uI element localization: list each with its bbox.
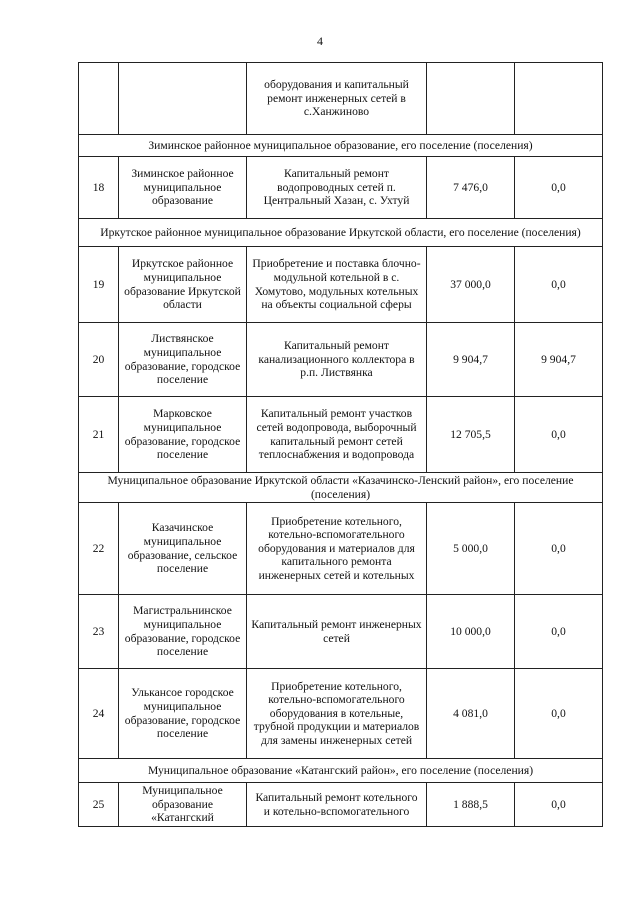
section-row: [79, 135, 603, 157]
municipality: Зиминское районное муниципальное образование: [119, 157, 247, 219]
work-description: Капитальный ремонт инженерных сетей: [247, 595, 427, 669]
row-number: 22: [79, 503, 119, 595]
municipality: Листвянское муниципальное образование, городское поселение: [119, 323, 247, 397]
section-heading: Муниципальное образование Иркутской области «Казачинско-Ленский район», его поселение (поселения): [79, 473, 603, 503]
municipality: Марковское муниципальное образование, городское поселение: [119, 397, 247, 473]
amount: 1 888,5: [427, 783, 515, 827]
work-description: Приобретение котельного, котельно-вспомогательного оборудования в котельные, трубной продукции и материалов для замены инженерных сетей: [247, 669, 427, 759]
table-row: [79, 323, 603, 397]
row-number: 20: [79, 323, 119, 397]
amount2-cell: [515, 63, 603, 135]
municipality: Магистральнинское муниципальное образование, городское поселение: [119, 595, 247, 669]
table-row: [79, 157, 603, 219]
amount-second: 0,0: [515, 397, 603, 473]
section-row: [79, 219, 603, 247]
row-number: 25: [79, 783, 119, 827]
table-row: [79, 503, 603, 595]
amount-second: 0,0: [515, 157, 603, 219]
municipality: Муниципальное образование «Катангский: [119, 783, 247, 827]
section-row: [79, 473, 603, 503]
amount-second: 0,0: [515, 247, 603, 323]
amount-second: 0,0: [515, 595, 603, 669]
section-heading: Иркутское районное муниципальное образование Иркутской области, его поселение (поселения): [79, 219, 603, 247]
work-description: Капитальный ремонт канализационного коллектора в р.п. Листвянка: [247, 323, 427, 397]
work-description: Капитальный ремонт участков сетей водопровода, выборочный капитальный ремонт сетей теплоснабжения и водопровода: [247, 397, 427, 473]
amount: 10 000,0: [427, 595, 515, 669]
amount-second: 0,0: [515, 783, 603, 827]
table-row: [79, 247, 603, 323]
amount: 7 476,0: [427, 157, 515, 219]
row-number: 19: [79, 247, 119, 323]
funding-table: [78, 62, 603, 827]
section-heading: Зиминское районное муниципальное образование, его поселение (поселения): [79, 135, 603, 157]
page-number: 4: [317, 34, 323, 48]
work-description: Капитальный ремонт котельного и котельно-вспомогательного: [247, 783, 427, 827]
table-row: [79, 63, 603, 135]
section-row: [79, 759, 603, 783]
row-number: 23: [79, 595, 119, 669]
work-description: Капитальный ремонт водопроводных сетей п. Центральный Хазан, с. Ухтуй: [247, 157, 427, 219]
municipality: Иркутское районное муниципальное образование Иркутской области: [119, 247, 247, 323]
table-row: [79, 595, 603, 669]
work-description: Приобретение и поставка блочно-модульной котельной в с. Хомутово, модульных котельных на объекты социальной сферы: [247, 247, 427, 323]
work-description-cell: [247, 63, 427, 135]
section-heading: Муниципальное образование «Катангский район», его поселение (поселения): [79, 759, 603, 783]
municipality: Улькансое городское муниципальное образование, городское поселение: [119, 669, 247, 759]
amount: 9 904,7: [427, 323, 515, 397]
row-number: 21: [79, 397, 119, 473]
amount-second: 0,0: [515, 669, 603, 759]
table-row: [79, 783, 603, 827]
row-number: 18: [79, 157, 119, 219]
amount: 37 000,0: [427, 247, 515, 323]
amount-cell: [427, 63, 515, 135]
amount-second: 0,0: [515, 503, 603, 595]
amount: 12 705,5: [427, 397, 515, 473]
table-row: [79, 397, 603, 473]
work-description: оборудования и капитальный ремонт инженерных сетей в с.Ханжиново: [264, 78, 409, 119]
row-number-cell: [79, 63, 119, 135]
table-row: [79, 669, 603, 759]
municipality: Казачинское муниципальное образование, сельское поселение: [119, 503, 247, 595]
amount-second: 9 904,7: [515, 323, 603, 397]
work-description: Приобретение котельного, котельно-вспомогательного оборудования и материалов для капитального ремонта инженерных сетей и котельных: [247, 503, 427, 595]
municipality-cell: [119, 63, 247, 135]
amount: 4 081,0: [427, 669, 515, 759]
row-number: 24: [79, 669, 119, 759]
amount: 5 000,0: [427, 503, 515, 595]
